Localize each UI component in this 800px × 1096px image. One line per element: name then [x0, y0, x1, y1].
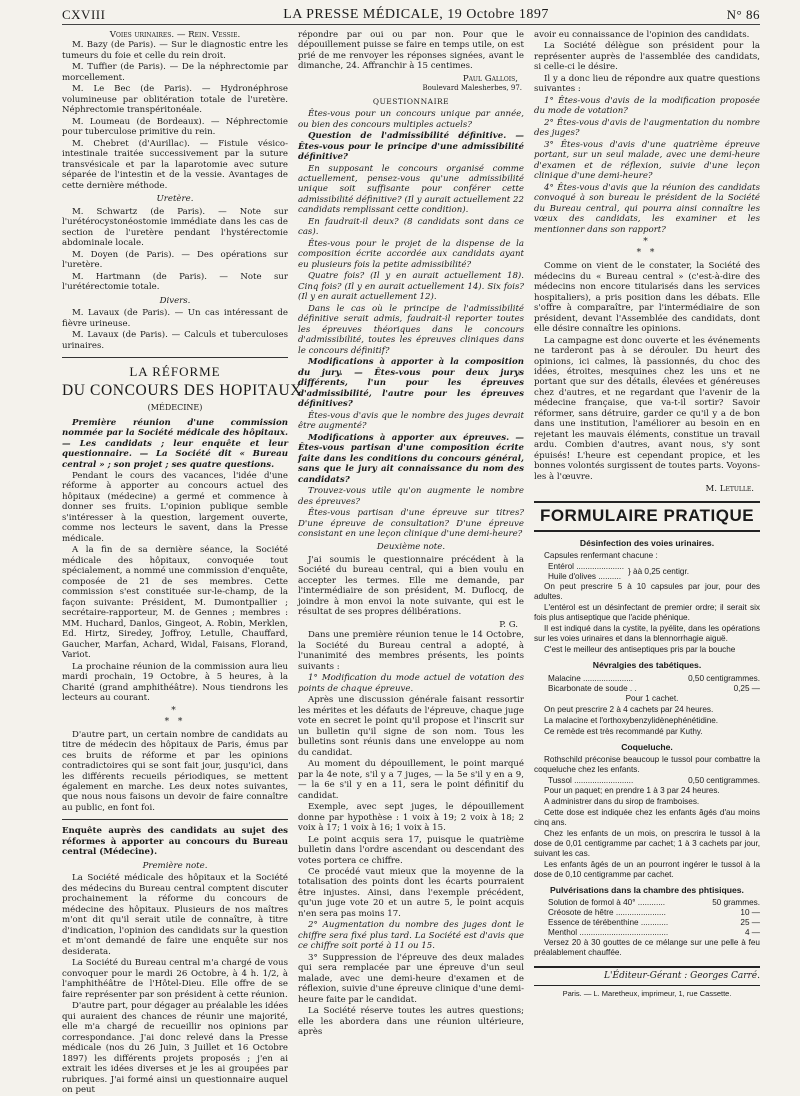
subsection-heading: Divers. — [159, 295, 191, 306]
ingredient-dose: 0,50 centigrammes. — [688, 673, 760, 683]
question: Trouvez-vous utile qu'on augmente le nombre des épreuves? — [298, 486, 524, 507]
paragraph: D'autre part, pour dégager au préalable les idées qui auraient des chances de réunir une majorité, elle m'a chargé de recueillir nos opinions par correspondance. J'ai donc relevé dans la Presse médicale (nos du 26 Juin, 3 Juillet et 16 Octobre 1897) les différents projets proposés ; j'en ai extrait les idées diverses et je les ai groupées par rubriques. J'ai formé ainsi un questionnaire auquel on peut — [62, 1001, 288, 1096]
ingredient: Menthol ....................................... — [548, 928, 669, 938]
ingredient-dose: 25 — — [740, 918, 760, 928]
formula-heading: Névralgies des tabétiques. — [592, 660, 702, 671]
list-item: M. Loumeau (de Bordeaux). — Néphrectomie pour tuberculose primitive du rein. — [62, 116, 288, 138]
columns — [62, 30, 762, 1096]
running-head — [62, 6, 760, 25]
ingredient: Bicarbonate de soude . . — [548, 683, 637, 693]
signature-initials: P. G. — [499, 619, 518, 630]
ingredient-dose: } àà 0,25 centigr. — [628, 567, 689, 577]
ingredient-row — [534, 898, 760, 908]
article-subtitle: (MÉDECINE) — [147, 402, 203, 412]
question: Modifications à apporter aux épreuves. — Êtes-vous partisan d'une composition écrite faite dans les conditions du concours général, sans que le jury ait connaissance du nom des candidats? — [298, 432, 524, 485]
column-3 — [534, 30, 760, 1080]
article-title: DU CONCOURS DES HOPITAUX — [62, 381, 303, 399]
question: En supposant le concours organisé comme actuellement, pensez-vous qu'une admissibilité unique soit suffisante pour conférer cette admissibilité définitive? (Il y aurait actuellement 22 candidats remplissant cette condition). — [298, 163, 524, 216]
ingredient-row — [534, 928, 760, 938]
paragraph: La campagne est donc ouverte et les événements ne tarderont pas à se dérouler. Du heurt des opinions, ici calmes, là passionnés, du choc des idées, étroites, mesquines chez les uns et ne portant que sur des détails, élevées et généreuses chez d'autres, et ne regardant que l'avenir de la médecine française, que va-t-il sortir? Savoir réformer, sans détruire, garder ce qu'il y a de bon dans une institution, l'améliorer au besoin en en rejetant les mauvais éléments, constitue un travail ardu. Combien d'autres, avant nous, s'y sont épuisés! L'heure est cependant propice, et les bonnes volontés surgissent de toutes parts. Voyons-les à l'œuvre. — [534, 335, 760, 482]
paragraph: Après une discussion générale faisant ressortir les mérites et les défauts de l'épreuve, chaque juge vote en secret le point qu'il propose et l'inscrit sur un bulletin qu'il signe de son nom. Tous les bulletins sont réunis dans une enveloppe au nom du candidat. — [298, 695, 524, 758]
formula-text: Ce remède est très recommandé par Kuthy. — [544, 726, 703, 736]
paragraph: Ce procédé vaut mieux que la moyenne de la totalisation des points dont les écarts pourraient être injustes. Ainsi, dans l'exemple précédent, qu'un juge vote 20 et un autre 5, le point acquis n'en sera pas moins 17. — [298, 867, 524, 919]
paragraph: avoir eu connaissance de l'opinion des candidats. — [534, 30, 750, 40]
formula-text: Pour un paquet; en prendre 1 à 3 par 24 heures. — [544, 785, 720, 795]
paragraph: J'ai soumis le questionnaire précédent à la Société du bureau central, qui a bien voulu en accepter les termes. Elle me demande, par l'intermédiaire de son président, M. Duflocq, de joindre à mon envoi la note suivante, qui est le résultat de ses propres délibérations. — [298, 554, 524, 618]
question: Êtes-vous partisan d'une épreuve sur titres? D'une épreuve de consultation? D'une épreuve consistant en une leçon clinique d'une demi-heure? — [298, 508, 524, 539]
article-title-small: LA RÉFORME — [129, 364, 221, 380]
ingredient-dose: 10 — — [740, 908, 760, 918]
printer-line: Paris. — L. Maretheux, imprimeur, 1, rue Cassette. — [534, 985, 760, 998]
paragraph: 2° Augmentation du nombre des juges dont le chiffre sera fixé plus tard. La Société est d'avis que ce chiffre soit porté à 11 ou 15. — [298, 920, 524, 952]
formula-ingredients — [534, 562, 760, 582]
list-item: M. Doyen (de Paris). — Des opérations sur l'uretère. — [62, 249, 288, 271]
question: 1° Êtes-vous d'avis de la modification proposée du mode de votation? — [534, 95, 760, 117]
note-heading: Deuxième note. — [376, 542, 446, 553]
question: 3° Êtes-vous d'avis d'une quatrième épreuve portant, sur un seul malade, avec une demi-heure d'examen et de réflexion, suivie d'une leçon clinique d'une demi-heure? — [534, 139, 760, 182]
formula-text: Versez 20 à 30 gouttes de ce mélange sur une pelle à feu préalablement chauffée. — [534, 938, 760, 958]
ingredient: Malacine ...................... — [548, 673, 634, 683]
section-heading: Voies urinaires. — Rein. Vessie. — [109, 30, 241, 40]
question: Dans le cas où le principe de l'admissibilité définitive serait admis, faudrait-il reporter toutes les épreuves théoriques dans le concours d'admissibilité, toutes les épreuves cliniques dans le concours définitif? — [298, 303, 524, 356]
question: Quatre fois? (Il y en aurait actuellement 18). Cinq fois? (Il y en aurait actuellement 14). Six fois? (Il y en aurait actuellement 12). — [298, 271, 524, 303]
formula-text: On peut prescrire 2 à 4 cachets par 24 heures. — [544, 704, 714, 714]
column-1 — [62, 30, 303, 1096]
formula-heading: Désinfection des voies urinaires. — [579, 537, 715, 548]
ingredient: Créosote de hêtre ...................... — [548, 908, 666, 918]
issue-number: N° 86 — [726, 7, 760, 22]
divider — [62, 357, 288, 358]
formulaire-title: FORMULAIRE PRATIQUE — [534, 501, 760, 532]
list-item: M. Lavaux (de Paris). — Calculs et tuberculoses urinaires. — [62, 330, 288, 351]
paragraph: La prochaine réunion de la commission aura lieu mardi prochain, 19 Octobre, à 5 heures, à la Charité (grand amphithéâtre). Nous tiendrons les lecteurs au courant. — [62, 661, 288, 704]
question: 2° Êtes-vous d'avis de l'augmentation du nombre des juges? — [534, 117, 760, 139]
formula-text: La malacine et l'orthoxybenzylidènephénétidine. — [544, 715, 719, 725]
paragraph: Au moment du dépouillement, le point marqué par la 4e note, s'il y a 7 juges, — la 5e s'il y en a 9, — la 6e s'il y en a 11, sera le point définitif du candidat. — [298, 759, 524, 801]
paragraph: Le point acquis sera 17, puisque le quatrième bulletin dans l'ordre ascendant ou descendant des votes portera ce chiffre. — [298, 834, 524, 866]
paragraph: A la fin de sa dernière séance, la Société médicale des hôpitaux, convoquée tout spécialement, a nommé une commission d'enquête, composée de 21 de ses membres. Cette commission s'est constituée sur-le-champ, de la façon suivante: Président, M. Dumontpallier ; secrétaire-rapporteur, M. de Gennes ; membres : MM. Huchard, Danlos, Gingeot, A. Robin, Merklen, Ed. Hirtz, Siredey, Joffroy, Letulle, Chauffard, Gaucher, Marfan, Achard, Widal, Faisans, Florand, Variot. — [62, 545, 288, 661]
ingredient-row — [534, 908, 760, 918]
formula-heading: Pulvérisations dans la chambre des phtisiques. — [550, 884, 744, 895]
paragraph: répondre par oui ou par non. Pour que le dépouillement puisse se faire en temps utile, on est prié de me renvoyer les réponses signées, avant le dimanche, 24. Affranchir à 15 centimes. — [298, 30, 524, 72]
paragraph: Comme on vient de le constater, la Société des médecins du « Bureau central » (c'est-à-dire des médecins non encore titularisés dans les services hospitaliers), a pris position dans les débats. Elle s'offre à comparaître, par l'intermédiaire de son président, devant l'Assemblée des candidats, dont elle désire connaître les opinions. — [534, 261, 760, 335]
question: Modifications à apporter à la composition du jury. — Êtes-vous pour deux jurys différents, l'un pour les épreuves d'admissibilité, l'autre pour les épreuves définitives? — [298, 357, 524, 410]
ingredient-row — [534, 918, 760, 928]
paragraph: Il y a donc lieu de répondre aux quatre questions suivantes : — [534, 73, 760, 95]
question: Êtes-vous pour le projet de la dispense de la composition écrite accordée aux candidats ayant eu plusieurs fois la petite admissibilité? — [298, 238, 524, 270]
paragraph: Dans une première réunion tenue le 14 Octobre, la Société du Bureau central a adopté, à l'unanimité des membres présents, les points suivants : — [298, 630, 524, 672]
formula-text: C'est le meilleur des antiseptiques pris par la bouche — [544, 645, 736, 655]
ingredient: Entérol ..................... — [548, 562, 624, 572]
list-item: M. Le Bec (de Paris). — Hydronéphrose volumineuse par oblitération totale de l'uretère. Néphrectomie transpéritonéale. — [62, 84, 288, 116]
column-2 — [298, 30, 524, 1080]
list-item: M. Tuffier (de Paris). — De la néphrectomie par morcellement. — [62, 62, 288, 83]
questionnaire-heading: QUESTIONNAIRE — [372, 96, 450, 106]
ingredient: Huile d'olives .......... — [548, 572, 622, 582]
signature: Paul Gallois, — [462, 73, 518, 84]
ingredient: Solution de formol à 40° ............ — [548, 898, 666, 908]
ingredient: Tussol .......................... — [548, 775, 634, 785]
question: En faudrait-il deux? (8 candidats sont dans ce cas). — [298, 216, 524, 238]
list-item: M. Bazy (de Paris). — Sur le diagnostic entre les tumeurs du foie et celle du rein droit. — [62, 40, 288, 61]
list-item: M. Schwartz (de Paris). — Note sur l'urétérocystonéostomie immédiate dans les cas de section de l'uretère pendant l'hystérectomie abdominale locale. — [62, 206, 288, 249]
question: Êtes-vous d'avis que le nombre des juges devrait être augmenté? — [298, 410, 524, 432]
ingredient-dose: 50 grammes. — [712, 898, 760, 908]
paragraph: La Société réserve toutes les autres questions; elle les abordera dans une réunion ultérieure, après — [298, 1006, 524, 1038]
formula-text: Chez les enfants de un mois, on prescrira le tussol à la dose de 0,01 centigramme par cachet; 1 à 3 cachets par jour, suivant les cas. — [534, 828, 760, 858]
list-item: M. Hartmann (de Paris). — Note sur l'urétérectomie totale. — [62, 271, 288, 293]
formula-text: A administrer dans du sirop de framboises. — [544, 796, 700, 806]
formula-text: On peut prescrire 5 à 10 capsules par jour, pour des adultes. — [534, 582, 760, 602]
ingredient-dose: 0,50 centigrammes. — [688, 775, 760, 785]
paragraph: Exemple, avec sept juges, le dépouillement donne par hypothèse : 1 voix à 19; 2 voix à 18; 2 voix à 17; 1 voix à 16; 1 voix à 15. — [298, 802, 524, 834]
list-item: M. Lavaux (de Paris). — Un cas intéressant de fièvre urineuse. — [62, 308, 288, 329]
ingredient: Essence de térébenthine ............ — [548, 918, 669, 928]
paragraph: La Société médicale des hôpitaux et la Société des médecins du Bureau central comptent discuter prochainement la réforme du concours de médecine des hôpitaux. Plusieurs de nos maîtres m'ont dit qu'il serait utile de connaître, à titre d'indication, l'opinion des candidats sur la question et m'ont demandé de faire une enquête sur nos desiderata. — [62, 873, 288, 957]
paragraph: D'autre part, un certain nombre de candidats au titre de médecin des hôpitaux de Paris, émus par ces bruits de réforme et par les opinions contradictoires qui se sont fait jour, jusqu'ici, dans les différents recueils périodiques, se mettent également en marche. Les deux notes suivantes, que nous nous faisons un devoir de faire connaître au public, en font foi. — [62, 729, 288, 813]
ingredient-row — [534, 684, 760, 694]
formula-text: Il est indiqué dans la cystite, la pyélite, dans les opérations sur les voies urinaires et dans la blennorrhagie aiguë. — [534, 624, 760, 644]
subarticle-heading: Enquête auprès des candidats au sujet des réformes à apporter au concours du Bureau central (Médecine). — [62, 826, 288, 858]
question: Êtes-vous pour un concours unique par année, ou bien des concours multiples actuels? — [298, 109, 524, 130]
subsection-heading: Uretère. — [156, 194, 194, 205]
formula-text: Cette dose est indiquée chez les enfants âgés d'au moins cinq ans. — [534, 807, 760, 827]
paragraph: 3° Suppression de l'épreuve des deux malades qui sera remplacée par une épreuve d'un seul malade, avec une demi-heure d'examen et de réflexion, suivie d'une épreuve clinique d'une demi-heure faite par le candidat. — [298, 952, 524, 1005]
question: Question de l'admissibilité définitive. — Êtes-vous pour le principe d'une admissibilité définitive? — [298, 131, 524, 163]
editor-line: L'Éditeur-Gérant : Georges Carré. — [534, 966, 760, 982]
paragraph: La Société du Bureau central m'a chargé de vous convoquer pour le mardi 26 Octobre, à 4 h. 1/2, à l'amphithéâtre de l'Hôtel-Dieu. Elle offre de se faire représenter par son président à cette réunion. — [62, 958, 288, 1000]
article-lead: Première réunion d'une commission nommée par la Société médicale des hôpitaux. — Les candidats ; leur enquête et leur questionnaire. — La Société dit « Bureau central » ; son projet ; ses quatre questions. — [62, 417, 288, 470]
formula-text: Les enfants âgés de un an pourront ingérer le tussol à la dose de 0,10 centigramme par cachet. — [534, 859, 760, 879]
list-item: M. Chebret (d'Aurillac). — Fistule vésico-intestinale traitée successivement par la suture transvésicale et par la laparotomie avec suture séparée de l'intestin et de la vessie. Avantages de cette dernière méthode. — [62, 138, 288, 191]
ingredient-row — [534, 674, 760, 684]
paragraph: La Société délègue son président pour la représenter auprès de l'assemblée des candidats, si celle-ci le désire. — [534, 41, 760, 73]
separator-stars: * * * — [164, 705, 186, 727]
divider — [62, 819, 288, 820]
signature: M. Letulle. — [705, 484, 754, 495]
formula-text: Capsules renfermant chacune : — [544, 551, 658, 561]
journal-title: LA PRESSE MÉDICALE, 19 Octobre 1897 — [283, 7, 549, 22]
separator-stars: * * * — [636, 237, 658, 259]
signature-address: Boulevard Malesherbes, 97. — [422, 84, 522, 93]
ingredient-row — [534, 776, 760, 786]
paragraph: 1° Modification du mode actuel de votation des points de chaque épreuve. — [298, 673, 524, 694]
formula-heading: Coqueluche. — [621, 741, 673, 752]
page-number: CXVIII — [62, 7, 106, 22]
formula-text: Pour 1 cachet. — [625, 693, 679, 703]
ingredient-dose: 4 — — [744, 928, 760, 938]
formula-text: Rothschild préconise beaucoup le tussol pour combattre la coqueluche chez les enfants. — [534, 754, 760, 774]
question: 4° Êtes-vous d'avis que la réunion des candidats convoqué à son bureau le président de la Société du Bureau central, qui pourra ainsi connaître les vœux des candidats, les examiner et les mentionner dans son rapport? — [534, 182, 760, 235]
paragraph: Pendant le cours des vacances, l'idée d'une réforme à apporter au concours actuel des hôpitaux (médecine) a germé et commence à donner ses fruits. L'opinion publique semble s'intéresser à la question, largement ouverte, comme nos lecteurs le savent, dans la Presse médicale. — [62, 470, 288, 544]
note-heading: Première note. — [142, 860, 208, 871]
formula-text: L'entérol est un désinfectant de premier ordre; il serait six fois plus antiseptique que l'acide phénique. — [534, 603, 760, 623]
ingredient-dose: 0,25 — — [733, 683, 760, 693]
